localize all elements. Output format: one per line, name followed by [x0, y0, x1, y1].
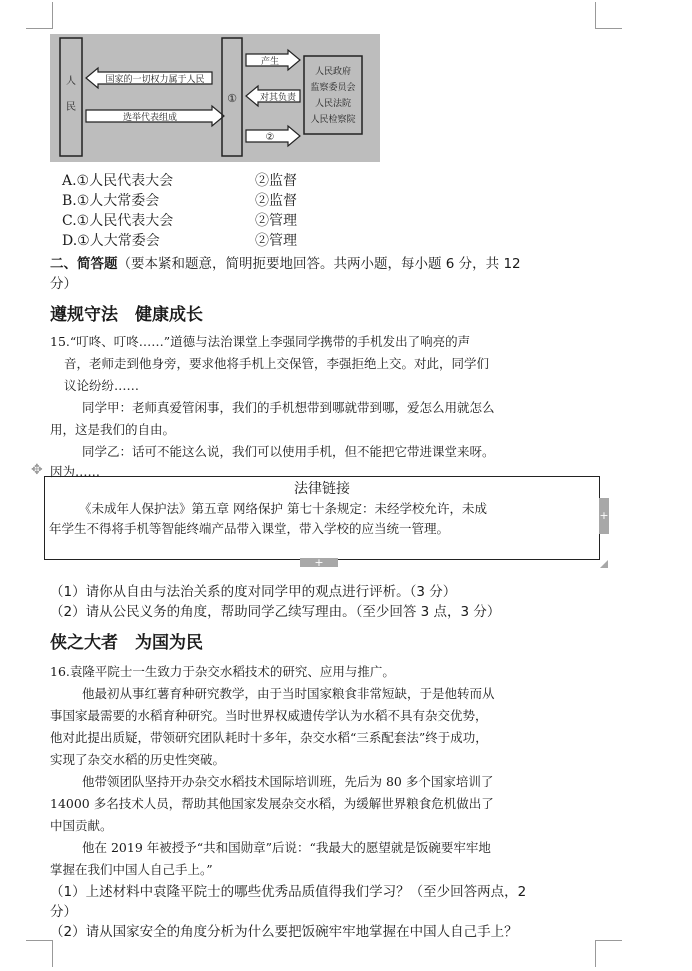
- section-two-line1: [50, 252, 521, 272]
- people-box: [60, 38, 82, 156]
- q15-sub2: （2）请从公民义务的角度，帮助同学乙续写理由。（至少回答 3 点，3 分）: [50, 604, 501, 620]
- move-handle-icon[interactable]: ✥: [31, 462, 43, 478]
- responsible-label: 对其负责: [259, 93, 297, 103]
- diagram-svg: [50, 34, 380, 162]
- heading-hero: 侠之大者 为国为民: [50, 633, 203, 653]
- arrow-bottom-label: 选举代表组成: [122, 113, 178, 123]
- q16-line: 他带领团队坚持开办杂交水稻技术国际培训班，先后为 80 多个国家培训了: [82, 774, 494, 789]
- bottom-expand-handle[interactable]: +: [300, 558, 338, 567]
- organ-item: 监察委员会: [310, 83, 356, 93]
- q15-line: 因为……: [50, 464, 101, 479]
- q16-line: 他对此提出质疑，带领研究团队耗时十多年，杂交水稻“三系配套法”终于成功，: [50, 730, 488, 745]
- q16-line: 他在 2019 年被授予“共和国勋章”后说：“我最大的愿望就是饭碗要牢牢地: [82, 840, 491, 855]
- q15-line: 议论纷纷……: [64, 378, 140, 393]
- q16-line: 事国家最需要的水稻育种研究。当时世界权威遗传学认为水稻不具有杂交优势，: [50, 708, 488, 723]
- section-two-instructions: （要本紧和题意，简明扼要地回答。共两小题，每小题 6 分，共 12: [117, 256, 521, 272]
- q15-line: 用，这是我们的自由。: [50, 422, 176, 437]
- q15-sub1: （1）请你从自由与法治关系的度对同学甲的观点进行评析。（3 分）: [50, 584, 457, 600]
- corner-mark-top-right: [595, 2, 622, 29]
- q15-line: 15.“叮咚、叮咚……”道德与法治课堂上李强同学携带的手机发出了响亮的声: [50, 334, 471, 349]
- legal-link-line: 《未成年人保护法》第五章 网络保护 第七十条规定：未经学校允许，未成: [79, 501, 487, 516]
- section-two-line2: 分）: [50, 276, 77, 292]
- circle-one-label: ①: [227, 92, 237, 105]
- heading-law-abiding: 遵规守法 健康成长: [50, 305, 203, 325]
- option-d-left: D.①人大常委会: [62, 233, 160, 249]
- corner-mark-top-left: [26, 2, 53, 29]
- people-label-char2: 民: [66, 102, 76, 113]
- produce-label: 产生: [260, 57, 280, 67]
- side-expand-handle[interactable]: +: [599, 498, 609, 534]
- q16-line: 中国贡献。: [50, 818, 113, 833]
- circle-two-label: ②: [265, 132, 275, 143]
- q16-line: 他最初从事红薯育种研究教学，由于当时国家粮食非常短缺，于是他转而从: [82, 686, 495, 701]
- option-a-left: A.①人民代表大会: [62, 173, 174, 189]
- q16-line: 掌握在我们中国人自己手上。”: [50, 862, 213, 877]
- q15-line: 同学乙：话可不能这么说，我们可以使用手机，但不能把它带进课堂来呀。: [82, 444, 495, 459]
- arrow-top-label: 国家的一切权力属于人民: [105, 75, 205, 85]
- q16-line: 实现了杂交水稻的历史性突破。: [50, 752, 226, 767]
- q16-sub1: （1）上述材料中袁隆平院士的哪些优秀品质值得我们学习？（至少回答两点，2: [50, 884, 527, 900]
- option-b-right: ②监督: [255, 193, 297, 209]
- option-c-right: ②管理: [255, 213, 297, 229]
- option-b-left: B.①人大常委会: [62, 193, 160, 209]
- state-power-diagram: [50, 34, 380, 162]
- q16-sub2: （2）请从国家安全的角度分析为什么要把饭碗牢牢地掌握在中国人自己手上？: [50, 924, 518, 940]
- option-d-right: ②管理: [255, 233, 297, 249]
- q16-line: 14000 多名技术人员，帮助其他国家发展杂交水稻，为缓解世界粮食危机做出了: [50, 796, 494, 811]
- q15-line: 音，老师走到他身旁，要求他将手机上交保管，李强拒绝上交。对此，同学们: [64, 356, 490, 371]
- organ-item: 人民检察院: [310, 115, 356, 125]
- option-a-right: ②监督: [255, 173, 297, 189]
- corner-mark-bottom-left: [26, 940, 53, 967]
- organ-item: 人民政府: [314, 67, 352, 77]
- option-c-left: C.①人民代表大会: [62, 213, 174, 229]
- resize-corner-icon[interactable]: [600, 560, 608, 568]
- legal-link-title: 法律链接: [294, 481, 350, 497]
- legal-link-box: [44, 476, 600, 560]
- legal-link-line: 年学生不得将手机等智能终端产品带入课堂，带入学校的应当统一管理。: [49, 521, 450, 536]
- people-label-char1: 人: [66, 76, 76, 87]
- q16-line: 16.袁隆平院士一生致力于杂交水稻技术的研究、应用与推广。: [50, 664, 395, 679]
- corner-mark-bottom-right: [595, 940, 622, 967]
- q15-line: 同学甲：老师真爱管闲事，我们的手机想带到哪就带到哪，爱怎么用就怎么: [82, 400, 495, 415]
- section-two-title: 二、简答题: [50, 256, 118, 272]
- q16-sub1-cont: 分）: [50, 904, 77, 920]
- organ-item: 人民法院: [314, 99, 352, 109]
